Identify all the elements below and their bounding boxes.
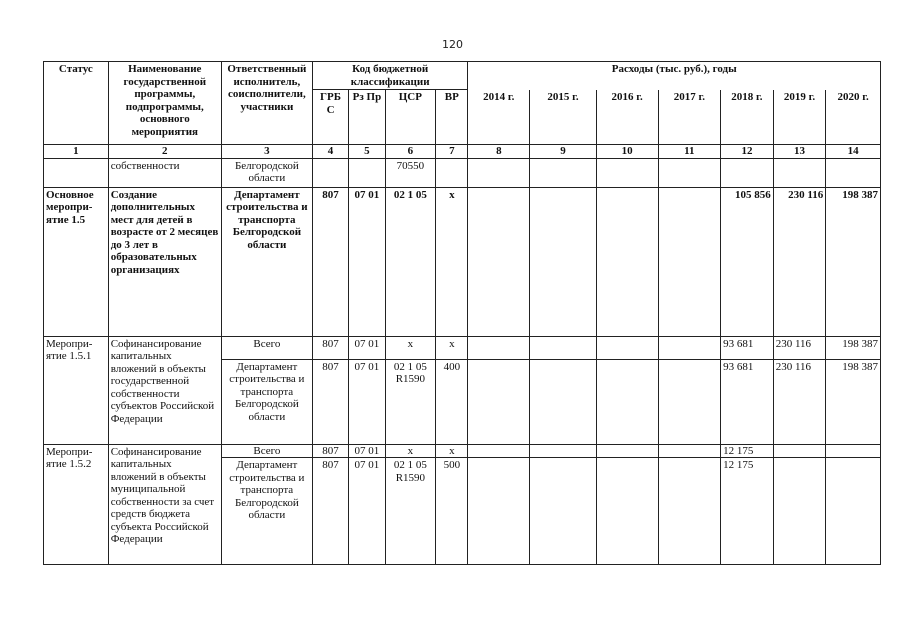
header-year: 2018 г. — [721, 90, 774, 145]
csr-cell: 02 1 05 R1590 — [385, 359, 436, 444]
csr-cell: x — [385, 444, 436, 458]
vr-cell: 400 — [436, 359, 468, 444]
name-cell: Создание дополнительных мест для детей в возрасте от 2 месяцев до 3 лет в образовательных организациях — [108, 187, 221, 336]
value-2020: 198 387 — [826, 187, 881, 336]
column-number: 6 — [385, 145, 436, 159]
responsible-cell: Департамент строительства и транспорта Белгородской области — [221, 458, 312, 565]
value-2020: 198 387 — [826, 359, 881, 444]
main-event-row — [44, 187, 881, 336]
event-152-total-row — [44, 444, 881, 458]
header-year: 2019 г. — [773, 90, 826, 145]
responsible-cell: Белгородской области — [221, 158, 312, 187]
column-number: 3 — [221, 145, 312, 159]
name-cell: собственности — [108, 158, 221, 187]
event-151-total-row — [44, 336, 881, 359]
value-2018: 93 681 — [721, 359, 774, 444]
budget-table — [43, 61, 881, 565]
name-cell: Софинансирование капитальных вложений в объекты муниципальной собственности за счет средств бюджета субъекта Российской Федерации — [108, 444, 221, 565]
header-vr: ВР — [436, 90, 468, 145]
header-responsible: Ответственный исполнитель, соисполнители, участники — [221, 62, 312, 145]
column-number: 9 — [530, 145, 597, 159]
csr-cell: x — [385, 336, 436, 359]
status-cell: Меропри-ятие 1.5.2 — [44, 444, 109, 565]
column-number: 2 — [108, 145, 221, 159]
name-cell: Софинансирование капитальных вложений в объекты государственной собственности субъектов Российской Федерации — [108, 336, 221, 444]
column-number: 4 — [312, 145, 348, 159]
header-rzpr: Рз Пр — [349, 90, 385, 145]
rzpr-cell: 07 01 — [349, 458, 385, 565]
status-cell: Меропри-ятие 1.5.1 — [44, 336, 109, 444]
column-number: 7 — [436, 145, 468, 159]
header-year: 2020 г. — [826, 90, 881, 145]
value-2018: 105 856 — [721, 187, 774, 336]
column-number: 12 — [721, 145, 774, 159]
header-grbs: ГРБ С — [312, 90, 348, 145]
column-number: 11 — [658, 145, 721, 159]
responsible-cell: Департамент строительства и транспорта Белгородской области — [221, 359, 312, 444]
value-2019: 230 116 — [773, 336, 826, 359]
header-csr: ЦСР — [385, 90, 436, 145]
header-year: 2014 г. — [468, 90, 530, 145]
responsible-cell: Всего — [221, 336, 312, 359]
status-cell: Основное меропри-ятие 1.5 — [44, 187, 109, 336]
responsible-cell: Всего — [221, 444, 312, 458]
vr-cell: x — [436, 187, 468, 336]
vr-cell: x — [436, 444, 468, 458]
value-2018: 93 681 — [721, 336, 774, 359]
column-number: 5 — [349, 145, 385, 159]
csr-cell: 02 1 05 — [385, 187, 436, 336]
grbs-cell: 807 — [312, 187, 348, 336]
rzpr-cell: 07 01 — [349, 187, 385, 336]
continuation-row — [44, 158, 881, 187]
column-number-row — [44, 145, 881, 159]
page-number: 120 — [442, 38, 463, 51]
column-number: 13 — [773, 145, 826, 159]
rzpr-cell: 07 01 — [349, 444, 385, 458]
column-number: 1 — [44, 145, 109, 159]
value-2019: 230 116 — [773, 359, 826, 444]
csr-cell: 02 1 05 R1590 — [385, 458, 436, 565]
grbs-cell: 807 — [312, 336, 348, 359]
header-row — [44, 62, 881, 90]
grbs-cell: 807 — [312, 444, 348, 458]
rzpr-cell: 07 01 — [349, 359, 385, 444]
value-2020: 198 387 — [826, 336, 881, 359]
header-year: 2016 г. — [596, 90, 658, 145]
grbs-cell: 807 — [312, 458, 348, 565]
rzpr-cell: 07 01 — [349, 336, 385, 359]
vr-cell: 500 — [436, 458, 468, 565]
column-number: 8 — [468, 145, 530, 159]
value-2018: 12 175 — [721, 444, 774, 458]
column-number: 14 — [826, 145, 881, 159]
responsible-cell: Департамент строительства и транспорта Белгородской области — [221, 187, 312, 336]
header-year: 2017 г. — [658, 90, 721, 145]
header-budget-code: Код бюджетной классификации — [312, 62, 468, 90]
header-status: Статус — [44, 62, 109, 145]
value-2019: 230 116 — [773, 187, 826, 336]
value-2018: 12 175 — [721, 458, 774, 565]
column-number: 10 — [596, 145, 658, 159]
vr-cell: x — [436, 336, 468, 359]
header-year: 2015 г. — [530, 90, 597, 145]
header-name: Наименование государственной программы, подпрограммы, основного мероприятия — [108, 62, 221, 145]
header-expenses: Расходы (тыс. руб.), годы — [468, 62, 881, 90]
csr-cell: 70550 — [385, 158, 436, 187]
grbs-cell: 807 — [312, 359, 348, 444]
